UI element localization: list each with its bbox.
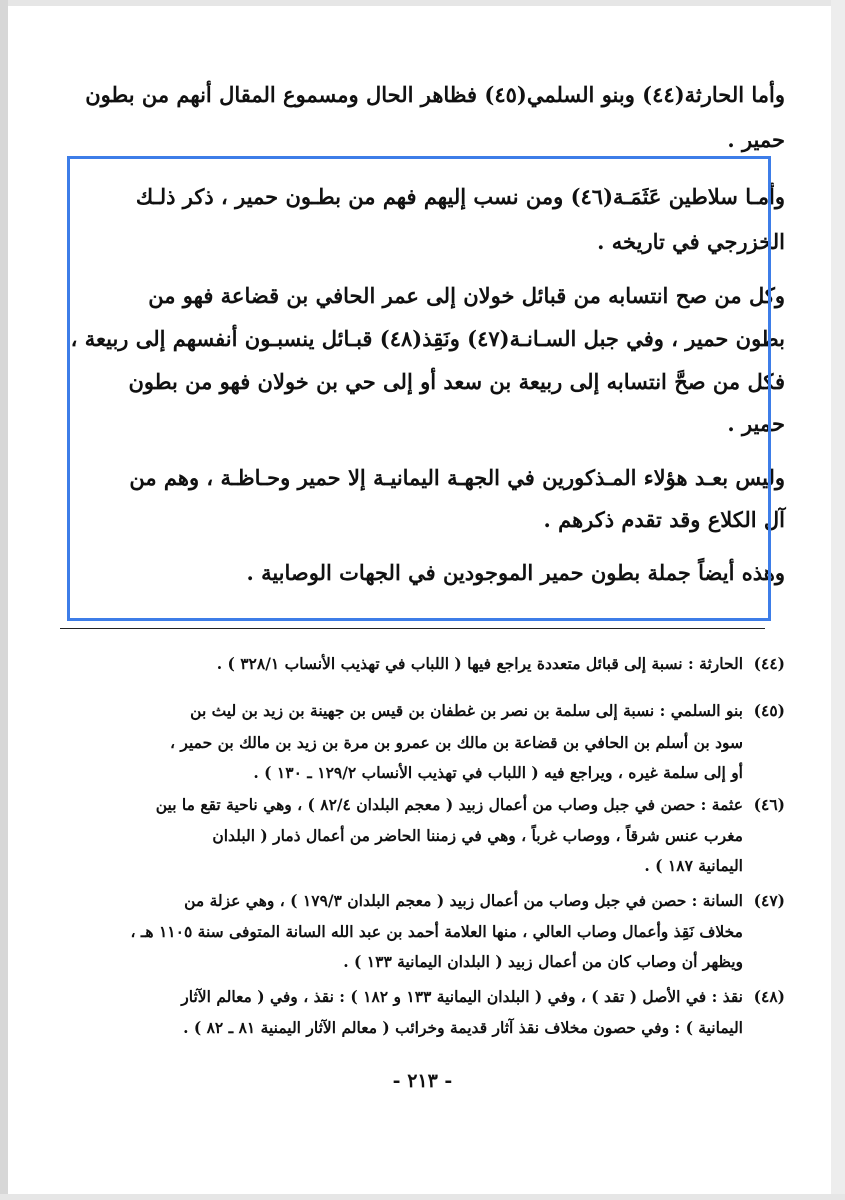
body-line: حمير .: [727, 127, 785, 152]
footnote-number: (٤٦): [753, 795, 785, 814]
scan-edge-left: [0, 0, 8, 1200]
footnote-line: بنو السلمي : نسبة إلى سلمة بن نصر بن غطفان بن قيس بن جهينة بن زيد بن ليث بن: [190, 701, 743, 720]
footnote-line: نقذ : في الأصل ( تقد ) ، وفي ( البلدان اليمانية ١٣٣ و ١٨٢ ) : نقذ ، وفي ( معالم الآثار: [181, 987, 743, 1006]
footnote-line: مغرب عنس شرقاً ، ووصاب غرباً ، وهي في زمننا الحاضر من أعمال ذمار ( البلدان: [212, 826, 743, 845]
footnote-line: السانة : حصن في جبل وصاب من أعمال زبيد ( معجم البلدان ١٧٩/٣ ) ، وهي عزلة من: [184, 891, 743, 910]
footnote-line: أو إلى سلمة غيره ، ويراجع فيه ( اللباب في تهذيب الأنساب ١٢٩/٢ ـ ١٣٠ ) .: [253, 763, 743, 782]
footnote-line: اليمانية ١٨٧ ) .: [644, 856, 743, 875]
body-line: وأمـا سلاطين عَثَمَـة(٤٦) ومن نسب إليهم فهم من بطـون حمير ، ذكر ذلـك: [135, 184, 785, 209]
body-line: وليس بعـد هؤلاء المـذكورين في الجهـة اليمانيـة إلا حمير وحـاظـة ، وهم من: [129, 465, 785, 490]
footnote-line: الحارثة : نسبة إلى قبائل متعددة يراجع فيها ( اللباب في تهذيب الأنساب ٣٢٨/١ ) .: [216, 654, 743, 673]
footnote-line: اليمانية ) : وفي حصون مخلاف نقذ آثار قديمة وخرائب ( معالم الآثار اليمنية ٨١ ـ ٨٢ ) .: [183, 1018, 743, 1037]
body-line: وكل من صح انتسابه من قبائل خولان إلى عمر الحافي بن قضاعة فهو من: [148, 283, 785, 308]
footnote-number: (٤٨): [753, 987, 785, 1006]
scan-edge-right: [831, 0, 845, 1200]
body-line: فكل من صحَّ انتسابه إلى ربيعة بن سعد أو إلى حي بن خولان فهو من بطون: [128, 369, 785, 394]
footnote-separator: [60, 628, 765, 629]
footnote-number: (٤٥): [753, 701, 785, 720]
footnote-line: مخلاف نَقِذ وأعمال وصاب العالي ، منها العلامة أحمد بن عبد الله السانة المتوفى سنة ١١٠٥ هـ ،: [130, 922, 743, 941]
footnote-line: عثمة : حصن في جبل وصاب من أعمال زبيد ( معجم البلدان ٨٢/٤ ) ، وهي ناحية تقع ما بين: [155, 795, 743, 814]
footnote-number: (٤٧): [753, 891, 785, 910]
body-line: آل الكلاع وقد تقدم ذكرهم .: [543, 507, 785, 532]
body-line: بطون حمير ، وفي جبل السـانـة(٤٧) ونَقِذ(٤٨) قبـائل ينسبـون أنفسهم إلى ربيعة ،: [70, 326, 785, 351]
body-line: حمير .: [727, 411, 785, 436]
footnote-line: سود بن أسلم بن الحافي بن قضاعة بن مالك بن عمرو بن مرة بن زيد بن مالك بن حمير ،: [170, 733, 743, 752]
highlight-box: [67, 156, 771, 621]
footnote-line: ويظهر أن وصاب كان من أعمال زبيد ( البلدان اليمانية ١٣٣ ) .: [343, 952, 743, 971]
footnote-number: (٤٤): [753, 654, 785, 673]
body-line: الخزرجي في تاريخه .: [597, 229, 785, 254]
page-number: - ٢١٣ -: [392, 1070, 453, 1092]
body-line: وهذه أيضاً جملة بطون حمير الموجودين في الجهات الوصابية .: [246, 560, 785, 585]
body-line: وأما الحارثة(٤٤) وبنو السلمي(٤٥) فظاهر الحال ومسموع المقال أنهم من بطون: [85, 82, 785, 107]
